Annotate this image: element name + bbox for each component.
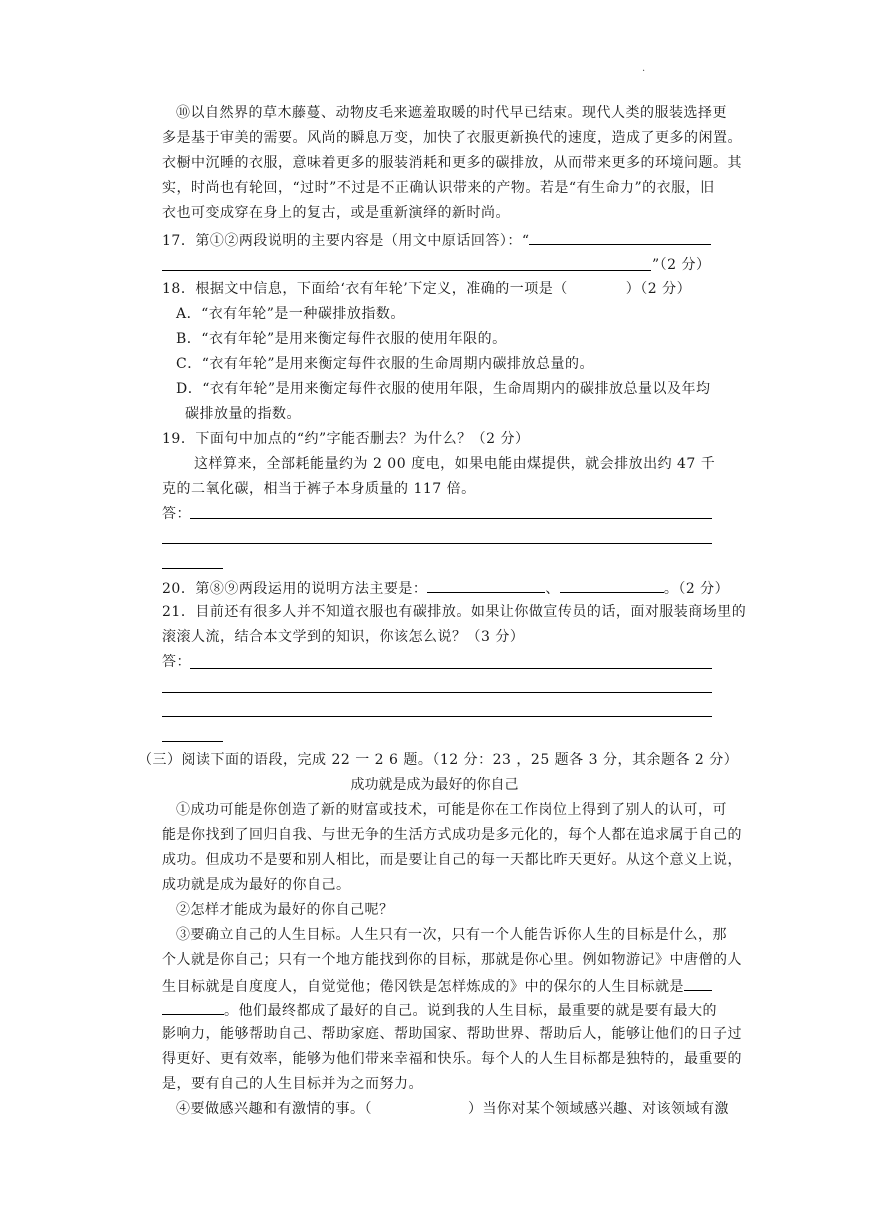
essay-p3-line-7: 是，要有自己的人生目标并为之而努力。 xyxy=(162,1076,423,1092)
option-d-continued: 碳排放量的指数。 xyxy=(185,406,301,422)
page-dot: · xyxy=(642,66,646,77)
paragraph-10-line-5: 衣也可变成穿在身上的复古，或是重新演绎的新时尚。 xyxy=(162,205,510,221)
essay-p4-end: ）当你对某个领域感兴趣、对该领域有激 xyxy=(468,1101,729,1117)
essay-p1-line-1: ①成功可能是你创造了新的财富或技术，可能是你在工作岗位上得到了别人的认可，可 xyxy=(176,802,727,818)
question-19-quote-2: 克的二氧化碳，相当于裤子本身质量的 117 倍。 xyxy=(162,481,476,497)
essay-p3-line-4 xyxy=(162,1000,717,1020)
question-20 xyxy=(162,578,729,598)
essay-p1-line-2: 能是你找到了回归自我、与世无争的生活方式成功是多元化的，每个人都在追求属于自己的 xyxy=(162,827,742,843)
question-17-blank-2[interactable] xyxy=(162,270,651,271)
paragraph-10-line-3: 衣橱中沉睡的衣服，意味着更多的服装消耗和更多的碳排放，从而带来更多的环境问题。其 xyxy=(162,155,742,171)
essay-p3-line-2: 个人就是你自己；只有一个地方能找到你的目标，那就是你心里。例如物游记》中唐僧的人 xyxy=(162,952,742,968)
question-21-answer-line-1[interactable] xyxy=(190,668,712,669)
essay-p2: ②怎样才能成为最好的你自己呢？ xyxy=(176,902,394,918)
question-21-answer-line-3[interactable] xyxy=(162,716,712,717)
essay-p3-blank-1[interactable] xyxy=(684,976,712,991)
option-b: B．“衣有年轮”是用来衡定每件衣服的使用年限的。 xyxy=(176,331,507,347)
essay-p4 xyxy=(176,1100,729,1118)
question-21-answer-label: 答： xyxy=(162,654,191,670)
question-21-answer-line-2[interactable] xyxy=(162,692,712,693)
question-17-text: 17．第①②两段说明的主要内容是（用文中原话回答）：“ xyxy=(162,233,530,249)
question-17-end: ”（2 分） xyxy=(652,257,711,273)
question-21-answer-line-4[interactable] xyxy=(162,741,223,742)
essay-p4-start: ④要做感兴趣和有激情的事。（ xyxy=(176,1101,372,1117)
question-17 xyxy=(162,230,711,250)
question-21-line-2: 滚滚人流，结合本文学到的知识，你该怎么说？（3 分） xyxy=(162,629,525,645)
option-c: C．“衣有年轮”是用来衡定每件衣服的生命周期内碳排放总量的。 xyxy=(176,356,595,372)
question-20-blank-2[interactable] xyxy=(560,578,664,593)
question-21-line-1: 21．目前还有很多人并不知道衣服也有碳排放。如果让你做宣传员的话，面对服装商场里的 xyxy=(162,604,747,620)
question-19-answer-line-1[interactable] xyxy=(190,518,712,519)
question-17-blank-1[interactable] xyxy=(529,230,711,245)
question-18-text: 18．根据文中信息，下面给‘衣有年轮’下定义，准确的一项是（ xyxy=(162,281,568,297)
essay-p1-line-3: 成功。但成功不是要和别人相比，而是要让自己的每一天都比昨天更好。从这个意义上说， xyxy=(162,852,742,868)
paragraph-10-line-2: 多是基于审美的需要。风尚的瞬息万变，加快了衣服更新换代的速度，造成了更多的闲置。 xyxy=(162,130,742,146)
question-19-answer-line-2[interactable] xyxy=(162,543,712,544)
option-d: D．“衣有年轮”是用来衡定每件衣服的使用年限，生命周期内的碳排放总量以及年均 xyxy=(176,381,711,397)
paragraph-10-line-4: 实，时尚也有轮回，“过时”不过是不正确认识带来的产物。若是“有生命力”的衣服，旧 xyxy=(162,180,715,196)
question-20-points: 。（2 分） xyxy=(663,581,730,597)
paragraph-10-line-1: ⑩以自然界的草木藤蔓、动物皮毛来遮羞取暖的时代早已结束。现代人类的服装选择更 xyxy=(176,105,727,121)
essay-p1-line-4: 成功就是成为最好的你自己。 xyxy=(162,877,351,893)
essay-p3-line-5: 影响力，能够帮助自己、帮助家庭、帮助国家、帮助世界、帮助后人，能够让他们的日子过 xyxy=(162,1026,742,1042)
question-19-stem: 19．下面句中加点的“约”字能否删去？为什么？（2 分） xyxy=(162,431,530,447)
essay-p3-line-3 xyxy=(162,976,712,996)
essay-p3-line-6: 得更好、更有效率，能够为他们带来幸福和快乐。每个人的人生目标都是独特的，最重要的 xyxy=(162,1051,742,1067)
essay-p3-line-1: ③要确立自己的人生目标。人生只有一次，只有一个人能告诉你人生的目标是什么，那 xyxy=(176,927,727,943)
essay-p3-blank-2[interactable] xyxy=(162,1000,224,1015)
essay-title: 成功就是成为最好的你自己 xyxy=(350,777,519,793)
question-19-quote-1: 这样算来，全部耗能量约为 2 00 度电，如果电能由煤提供，就会排放出约 47 千 xyxy=(194,456,716,472)
essay-p3-line-4-text: 。他们最终都成了最好的自己。说到我的人生目标，最重要的就是要有最大的 xyxy=(224,1003,717,1019)
question-19-answer-label: 答： xyxy=(162,506,191,522)
question-20-separator: 、 xyxy=(545,581,560,597)
option-a: A．“衣有年轮”是一种碳排放指数。 xyxy=(176,306,405,322)
question-18-points: ）（2 分） xyxy=(625,281,692,297)
section-3-header: （三）阅读下面的语段，完成 22 一 2 6 题。（12 分：23 ，25 题各 3 分，其余题各 2 分） xyxy=(138,752,739,768)
essay-p3-line-3-text: 生目标就是自度度人，自觉觉他；倦冈铁是怎样炼成的》中的保尔的人生目标就是 xyxy=(162,979,684,995)
question-20-blank-1[interactable] xyxy=(427,578,545,593)
question-20-text: 20．第⑧⑨两段运用的说明方法主要是： xyxy=(162,581,428,597)
question-19-answer-line-3[interactable] xyxy=(162,568,223,569)
question-18-stem xyxy=(162,280,691,298)
